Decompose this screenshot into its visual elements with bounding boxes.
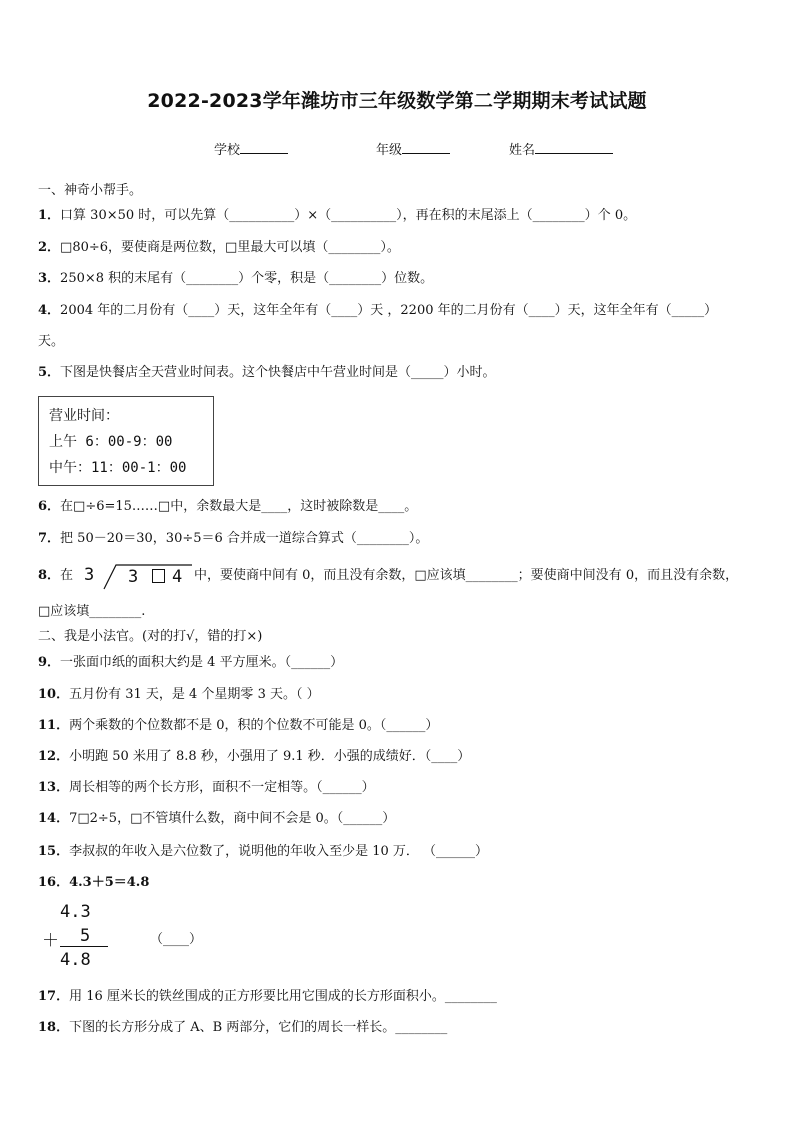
school-blank[interactable] bbox=[240, 141, 288, 154]
grade-blank[interactable] bbox=[402, 141, 450, 154]
question-text: 下图的长方形分成了 A、B 两部分，它们的周长一样长。________ bbox=[69, 1020, 448, 1035]
name-blank[interactable] bbox=[535, 141, 613, 154]
grade-field bbox=[376, 141, 450, 160]
question-number: 13． bbox=[38, 780, 70, 795]
question-number: 2． bbox=[38, 240, 61, 255]
question-text: 下图是快餐店全天营业时间表。这个快餐店中午营业时间是（_____）小时。 bbox=[60, 365, 496, 380]
question-8 bbox=[38, 567, 73, 585]
question-text: 两个乘数的个位数都不是 0，积的个位数不可能是 0。（______） bbox=[69, 718, 439, 733]
question-number: 9． bbox=[38, 655, 61, 670]
question-16-answer-blank[interactable]: （____） bbox=[150, 932, 203, 947]
question-number: 3． bbox=[38, 271, 61, 286]
question-text-prefix: 在 bbox=[60, 568, 74, 583]
question-text: 4.3＋5＝4.8 bbox=[69, 875, 150, 890]
question-3 bbox=[38, 270, 433, 288]
schedule-title: 营业时间： bbox=[49, 408, 119, 424]
school-field bbox=[214, 141, 288, 160]
question-text: □80÷6，要使商是两位数，□里最大可以填（________）。 bbox=[60, 240, 400, 255]
question-10 bbox=[38, 686, 320, 704]
question-1 bbox=[38, 207, 636, 225]
sum-result: 4.8 bbox=[60, 950, 91, 970]
question-number: 8． bbox=[38, 568, 61, 583]
question-16 bbox=[38, 874, 149, 892]
name-field bbox=[509, 141, 613, 160]
question-text: 2004 年的二月份有（____）天，这年全年有（____）天 ，2200 年的二月份有（____）天，这年全年有（_____） bbox=[60, 303, 718, 318]
question-text: 五月份有 31 天，是 4 个星期零 3 天。（ ） bbox=[69, 687, 320, 702]
page-title: 2022-2023学年潍坊市三年级数学第二学期期末考试试题 bbox=[147, 90, 647, 112]
section-2-heading: 二、我是小法官。(对的打√，错的打×) bbox=[38, 629, 263, 644]
question-number: 14． bbox=[38, 811, 70, 826]
question-8-continued: □应该填________. bbox=[38, 604, 146, 619]
question-number: 15． bbox=[38, 844, 70, 859]
question-text: 7□2÷5，□不管填什么数，商中间不会是 0。（______） bbox=[69, 811, 396, 826]
question-number: 17． bbox=[38, 989, 70, 1004]
question-text: 一张面巾纸的面积大约是 4 平方厘米。（______） bbox=[60, 655, 344, 670]
question-18 bbox=[38, 1019, 447, 1037]
question-number: 16． bbox=[38, 875, 70, 890]
question-text: 用 16 厘米长的铁丝围成的正方形要比用它围成的长方形面积小。________ bbox=[69, 989, 497, 1004]
question-9 bbox=[38, 654, 343, 672]
question-17 bbox=[38, 988, 497, 1006]
section-1-heading: 一、神奇小帮手。 bbox=[38, 183, 143, 198]
question-15 bbox=[38, 843, 488, 861]
dividend-first-digit: 3 bbox=[128, 567, 139, 587]
question-14 bbox=[38, 810, 395, 828]
question-text: 小明跑 50 米用了 8.8 秒，小强用了 9.1 秒．小强的成绩好．（____） bbox=[69, 749, 471, 764]
question-12 bbox=[38, 748, 470, 766]
school-label: 学校 bbox=[214, 143, 241, 158]
question-4-continued: 天。 bbox=[38, 334, 65, 349]
question-6 bbox=[38, 498, 417, 516]
plus-sign: ＋ bbox=[42, 931, 59, 951]
schedule-morning: 上午 6：00-9：00 bbox=[49, 434, 173, 450]
vertical-addition bbox=[40, 900, 120, 972]
question-text: 250×8 积的末尾有（________）个零，积是（________）位数。 bbox=[60, 271, 434, 286]
question-text: 把 50－20＝30，30÷5＝6 合并成一道综合算式（________）。 bbox=[60, 531, 429, 546]
missing-digit-box[interactable] bbox=[152, 569, 165, 583]
question-number: 12． bbox=[38, 749, 70, 764]
question-text: 口算 30×50 时，可以先算（__________）×（__________），再在积的末尾添上（________）个 0。 bbox=[60, 208, 637, 223]
question-5 bbox=[38, 364, 496, 382]
question-number: 5． bbox=[38, 365, 61, 380]
question-text: 李叔叔的年收入是六位数了，说明他的年收入至少是 10 万． （______） bbox=[69, 844, 489, 859]
question-4 bbox=[38, 302, 717, 320]
question-number: 11． bbox=[38, 718, 70, 733]
addend-1: 4.3 bbox=[60, 902, 91, 922]
question-text: 在□÷6=15……□中，余数最大是____，这时被除数是____。 bbox=[60, 499, 418, 514]
dividend-last-digit: 4 bbox=[172, 567, 183, 587]
question-number: 10． bbox=[38, 687, 70, 702]
question-13 bbox=[38, 779, 375, 797]
divisor: 3 bbox=[84, 565, 95, 585]
question-number: 18． bbox=[38, 1020, 70, 1035]
name-label: 姓名 bbox=[509, 143, 536, 158]
schedule-noon: 中午：11：00-1：00 bbox=[49, 460, 187, 476]
long-division-figure bbox=[80, 561, 192, 591]
sum-line bbox=[60, 946, 108, 947]
question-7 bbox=[38, 530, 428, 548]
grade-label: 年级 bbox=[376, 143, 403, 158]
question-text: 周长相等的两个长方形，面积不一定相等。（______） bbox=[69, 780, 375, 795]
question-number: 7． bbox=[38, 531, 61, 546]
question-number: 6． bbox=[38, 499, 61, 514]
question-2 bbox=[38, 239, 400, 257]
addend-2: 5 bbox=[80, 926, 91, 946]
question-11 bbox=[38, 717, 438, 735]
question-number: 1． bbox=[38, 208, 61, 223]
question-8-text: 中，要使商中间有 0，而且没有余数，□应该填________；要使商中间没有 0，而且没有余数， bbox=[194, 568, 739, 583]
question-number: 4． bbox=[38, 303, 61, 318]
schedule-box bbox=[38, 396, 214, 486]
